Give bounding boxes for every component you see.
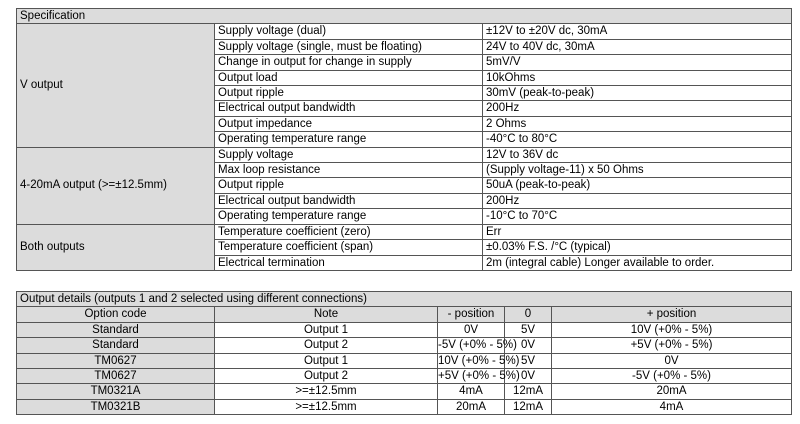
spec-parameter: Supply voltage — [215, 147, 483, 162]
table-cell: 4mA — [552, 399, 792, 414]
table-cell: Standard — [17, 338, 215, 353]
spec-group-label: V output — [17, 24, 215, 147]
output-header-row — [17, 307, 792, 322]
spec-value: -40°C to 80°C — [483, 132, 792, 147]
table-cell: Output 2 — [215, 369, 438, 384]
column-header: Option code — [17, 307, 215, 322]
spec-value: (Supply voltage-11) x 50 Ohms — [483, 163, 792, 178]
table-cell: 20mA — [438, 399, 505, 414]
spec-parameter: Output ripple — [215, 86, 483, 101]
spec-parameter: Change in output for change in supply — [215, 55, 483, 70]
spec-parameter: Output load — [215, 70, 483, 85]
output-details-title: Output details (outputs 1 and 2 selected using different connections) — [17, 292, 792, 307]
table-row — [17, 338, 792, 353]
spec-value: 2m (integral cable) Longer available to order. — [483, 255, 792, 270]
column-header: + position — [552, 307, 792, 322]
table-cell: TM0627 — [17, 353, 215, 368]
table-cell: Output 1 — [215, 322, 438, 337]
table-cell: Output 1 — [215, 353, 438, 368]
table-cell: 5V — [505, 322, 552, 337]
spec-parameter: Operating temperature range — [215, 132, 483, 147]
table-cell: Output 2 — [215, 338, 438, 353]
spec-row — [17, 147, 792, 162]
spec-parameter: Supply voltage (dual) — [215, 24, 483, 39]
spec-parameter: Operating temperature range — [215, 209, 483, 224]
spec-parameter: Supply voltage (single, must be floating) — [215, 39, 483, 54]
table-cell: 5V — [505, 353, 552, 368]
table-cell: 0V — [438, 322, 505, 337]
table-row — [17, 322, 792, 337]
spec-parameter: Electrical output bandwidth — [215, 193, 483, 208]
table-cell: 4mA — [438, 384, 505, 399]
spec-row — [17, 224, 792, 239]
column-header: 0 — [505, 307, 552, 322]
spec-value: 12V to 36V dc — [483, 147, 792, 162]
table-cell: TM0627 — [17, 369, 215, 384]
spec-parameter: Max loop resistance — [215, 163, 483, 178]
table-row — [17, 369, 792, 384]
specification-table — [16, 8, 792, 271]
output-details-table — [16, 291, 792, 415]
spec-parameter: Electrical termination — [215, 255, 483, 270]
table-cell: 12mA — [505, 384, 552, 399]
spec-value: Err — [483, 224, 792, 239]
spec-value: ±0.03% F.S. /°C (typical) — [483, 240, 792, 255]
table-cell: 0V — [552, 353, 792, 368]
spec-value: 50uA (peak-to-peak) — [483, 178, 792, 193]
spec-parameter: Output ripple — [215, 178, 483, 193]
spec-parameter: Temperature coefficient (zero) — [215, 224, 483, 239]
spec-value: 2 Ohms — [483, 116, 792, 131]
spec-group-label: 4-20mA output (>=±12.5mm) — [17, 147, 215, 224]
table-cell: -5V (+0% - 5%) — [438, 339, 517, 352]
table-cell: +5V (+0% - 5%) — [552, 338, 792, 353]
specification-title: Specification — [17, 9, 792, 24]
table-row — [17, 399, 792, 414]
spec-parameter: Electrical output bandwidth — [215, 101, 483, 116]
table-cell: Standard — [17, 322, 215, 337]
spec-parameter: Output impedance — [215, 116, 483, 131]
table-cell: 0V — [505, 369, 552, 384]
spec-parameter: Temperature coefficient (span) — [215, 240, 483, 255]
table-cell: >=±12.5mm — [215, 384, 438, 399]
spec-value: 30mV (peak-to-peak) — [483, 86, 792, 101]
spec-value: 24V to 40V dc, 30mA — [483, 39, 792, 54]
table-cell: >=±12.5mm — [215, 399, 438, 414]
table-cell: TM0321A — [17, 384, 215, 399]
table-cell: 0V — [505, 338, 552, 353]
table-cell: +5V (+0% - 5%) — [438, 370, 520, 383]
table-cell: 12mA — [505, 399, 552, 414]
table-cell: 20mA — [552, 384, 792, 399]
spec-value: 200Hz — [483, 101, 792, 116]
spec-value: 10kOhms — [483, 70, 792, 85]
spec-value: 5mV/V — [483, 55, 792, 70]
table-cell: 10V (+0% - 5%) — [552, 322, 792, 337]
table-cell: TM0321B — [17, 399, 215, 414]
table-cell: 10V (+0% - 5%) — [438, 354, 520, 367]
column-header: - position — [438, 307, 505, 322]
table-cell: -5V (+0% - 5%) — [552, 369, 792, 384]
column-header: Note — [215, 307, 438, 322]
spec-group-label: Both outputs — [17, 224, 215, 270]
spec-value: 200Hz — [483, 193, 792, 208]
table-row — [17, 353, 792, 368]
spec-row — [17, 24, 792, 39]
table-row — [17, 384, 792, 399]
spec-value: -10°C to 70°C — [483, 209, 792, 224]
spec-value: ±12V to ±20V dc, 30mA — [483, 24, 792, 39]
